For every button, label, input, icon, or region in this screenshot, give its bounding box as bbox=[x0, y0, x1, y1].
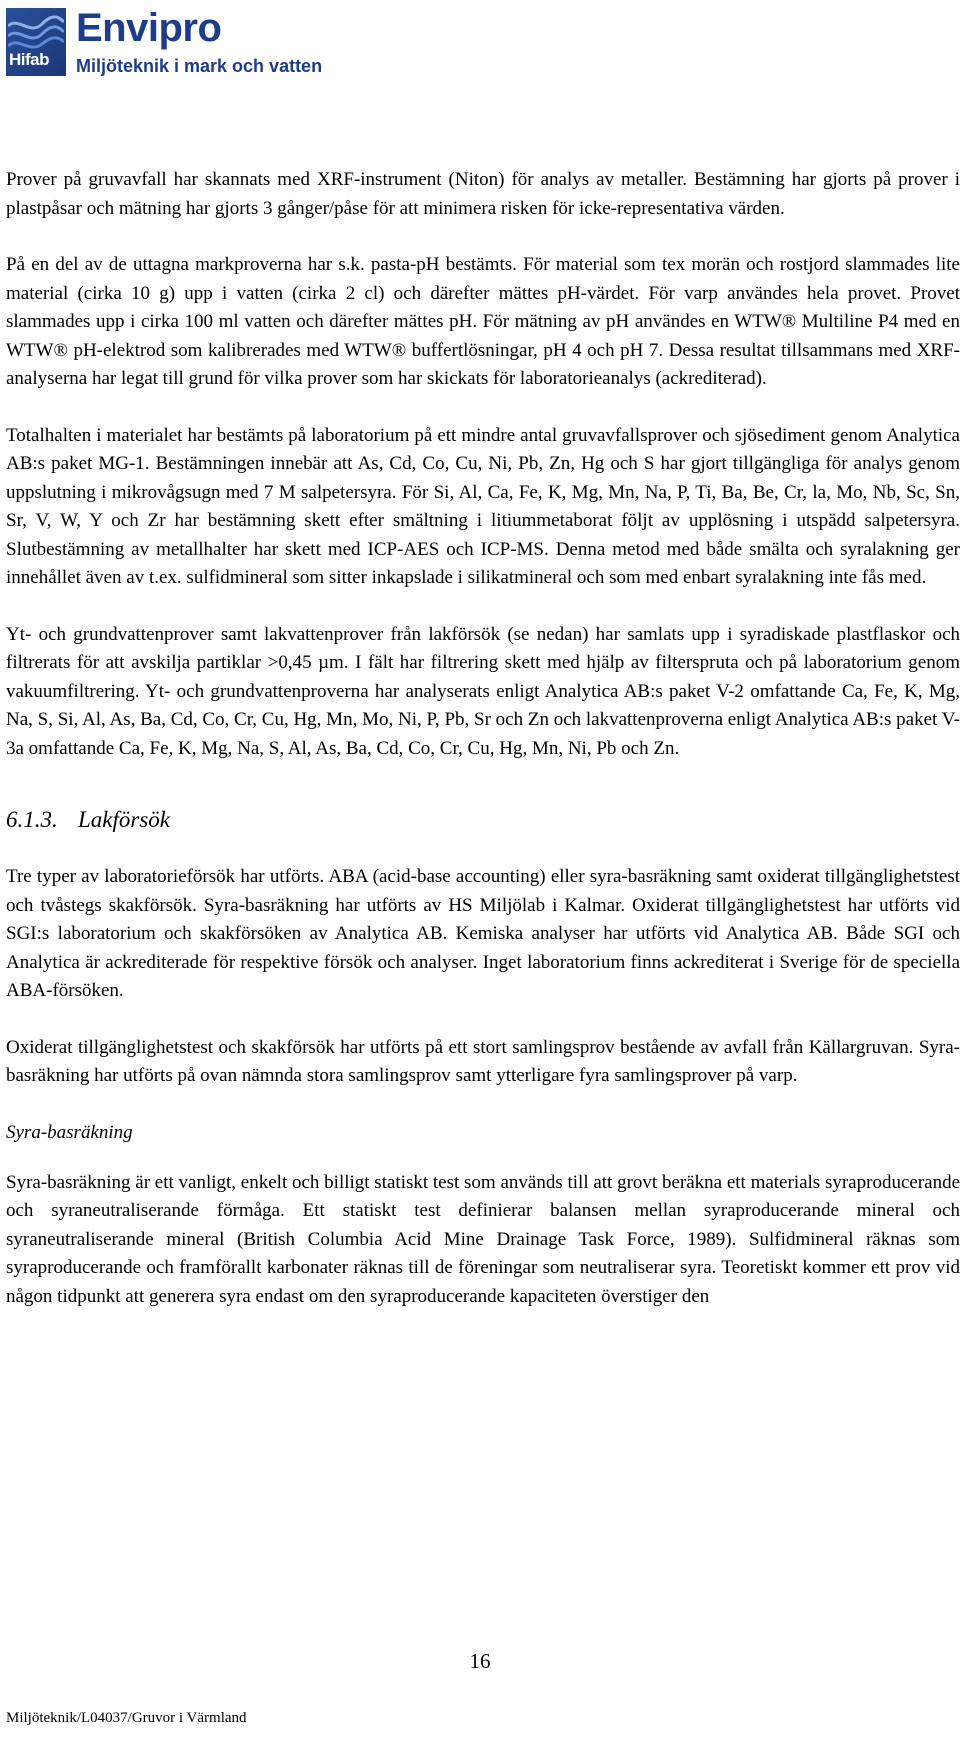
logo-badge-text: Hifab bbox=[9, 50, 49, 69]
paragraph: Totalhalten i materialet har bestämts på laboratorium på ett mindre antal gruvavfallsprover och sjösediment genom Analytica AB:s paket MG-1. Bestämningen innebär att As, Cd, Co, Cu, Ni, Pb, Zn, Hg och S har gjort tillgängliga för analys genom uppslutning i mikrovågsugn med 7 M salpetersyra. För Si, Al, Ca, Fe, K, Mg, Mn, Na, P, Ti, Ba, Be, Cr, la, Mo, Nb, Sc, Sn, Sr, V, W, Y och Zr har bestämning skett efter smältning i litiummetaborat följt av upplösning i utspädd salpetersyra. Slutbestämning av metallhalter har skett med ICP-AES och ICP-MS. Denna metod med både smälta och syralakning ger innehållet även av t.ex. sulfidmineral som sitter inkapslade i silikatmineral och som med enbart syralakning inte fås med. bbox=[6, 424, 960, 588]
paragraph: Tre typer av laboratorieförsök har utförts. ABA (acid-base accounting) eller syra-basräkning samt oxiderat tillgänglighetstest och tvåstegs skakförsök. Syra-basräkning har utförts av HS Miljölab i Kalmar. Oxiderat tillgänglighetstest har utförts vid SGI:s laboratorium och skakförsöken av Analytica AB. Kemiska analyser har utförts vid Analytica AB. Både SGI och Analytica är ackrediterade för respektive försök och analyser. Inget laboratorium finns ackrediterat i Sverige för de speciella ABA-försöken. bbox=[6, 866, 960, 1001]
logo-tagline: Miljöteknik i mark och vatten bbox=[76, 56, 323, 76]
paragraph: På en del av de uttagna markproverna har s.k. pasta-pH bestämts. För material som tex morän och rostjord slammades lite material (cirka 10 g) upp i vatten (cirka 2 cl) och därefter mättes pH-värdet. För varp användes hela provet. Provet slammades upp i cirka 100 ml vatten och därefter mättes pH. För mätning av pH användes en WTW® Multiline P4 med en WTW® pH-elektrod som kalibrerades med WTW® buffertlösningar, pH 4 och pH 7. Dessa resultat tillsammans med XRF-analyserna har legat till grund för vilka prover som har skickats för laboratorieanalys (ackrediterad). bbox=[6, 254, 960, 389]
footer-reference: Miljöteknik/L04037/Gruvor i Värmland bbox=[6, 1710, 247, 1726]
section-number: 6.1.3. bbox=[6, 807, 58, 832]
page-number: 16 bbox=[469, 1649, 491, 1673]
paragraph: Syra-basräkning är ett vanligt, enkelt och billigt statiskt test som används till att grovt beräkna ett materials syraproducerande och syraneutraliserande förmåga. Ett statiskt test definierar balansen mellan syraproducerande mineral och syraneutraliserande mineral (British Columbia Acid Mine Drainage Task Force, 1989). Sulfidmineral räknas som syraproducerande och framförallt karbonater räknas till de föreningar som neutraliserar syra. Teoretiskt kommer ett prov vid någon tidpunkt att generera syra endast om den syraproducerande kapaciteten överstiger den bbox=[6, 1171, 960, 1307]
paragraph: Yt- och grundvattenprover samt lakvattenprover från lakförsök (se nedan) har samlats upp i syradiskade plastflaskor och filtrerats för att avskilja partiklar >0,45 µm. I fält har filtrering skett med hjälp av filterspruta och på laboratorium genom vakuumfiltrering. Yt- och grundvattenproverna har analyserats enligt Analytica AB:s paket V-2 omfattande Ca, Fe, K, Mg, Na, S, Si, Al, As, Ba, Cd, Co, Cr, Cu, Hg, Mn, Mo, Ni, P, Pb, Sr och Zn och lakvattenproverna enligt Analytica AB:s paket V-3a omfattande Ca, Fe, K, Mg, Na, S, Al, As, Ba, Cd, Co, Cr, Cu, Hg, Mn, Ni, Pb och Zn. bbox=[6, 623, 960, 759]
paragraph: Prover på gruvavfall har skannats med XRF-instrument (Niton) för analys av metaller. Bestämning har gjorts på prover i plastpåsar och mätning har gjorts 3 gånger/påse för att minimera risken för icke-representativa värden. bbox=[6, 169, 960, 219]
logo-badge bbox=[6, 8, 66, 76]
logo-name: Envipro bbox=[76, 6, 222, 50]
subheading: Syra-basräkning bbox=[6, 1121, 133, 1143]
section-title: Lakförsök bbox=[78, 807, 170, 832]
wave-icon bbox=[8, 12, 64, 52]
paragraph: Oxiderat tillgänglighetstest och skakförsök har utförts på ett stort samlingsprov bestående av avfall från Källargruvan. Syra-basräkning har utförts på ovan nämnda stora samlingsprov samt ytterligare fyra samlingsprover på varp. bbox=[6, 1036, 960, 1086]
document-body bbox=[6, 166, 960, 1339]
section-heading bbox=[6, 805, 960, 835]
